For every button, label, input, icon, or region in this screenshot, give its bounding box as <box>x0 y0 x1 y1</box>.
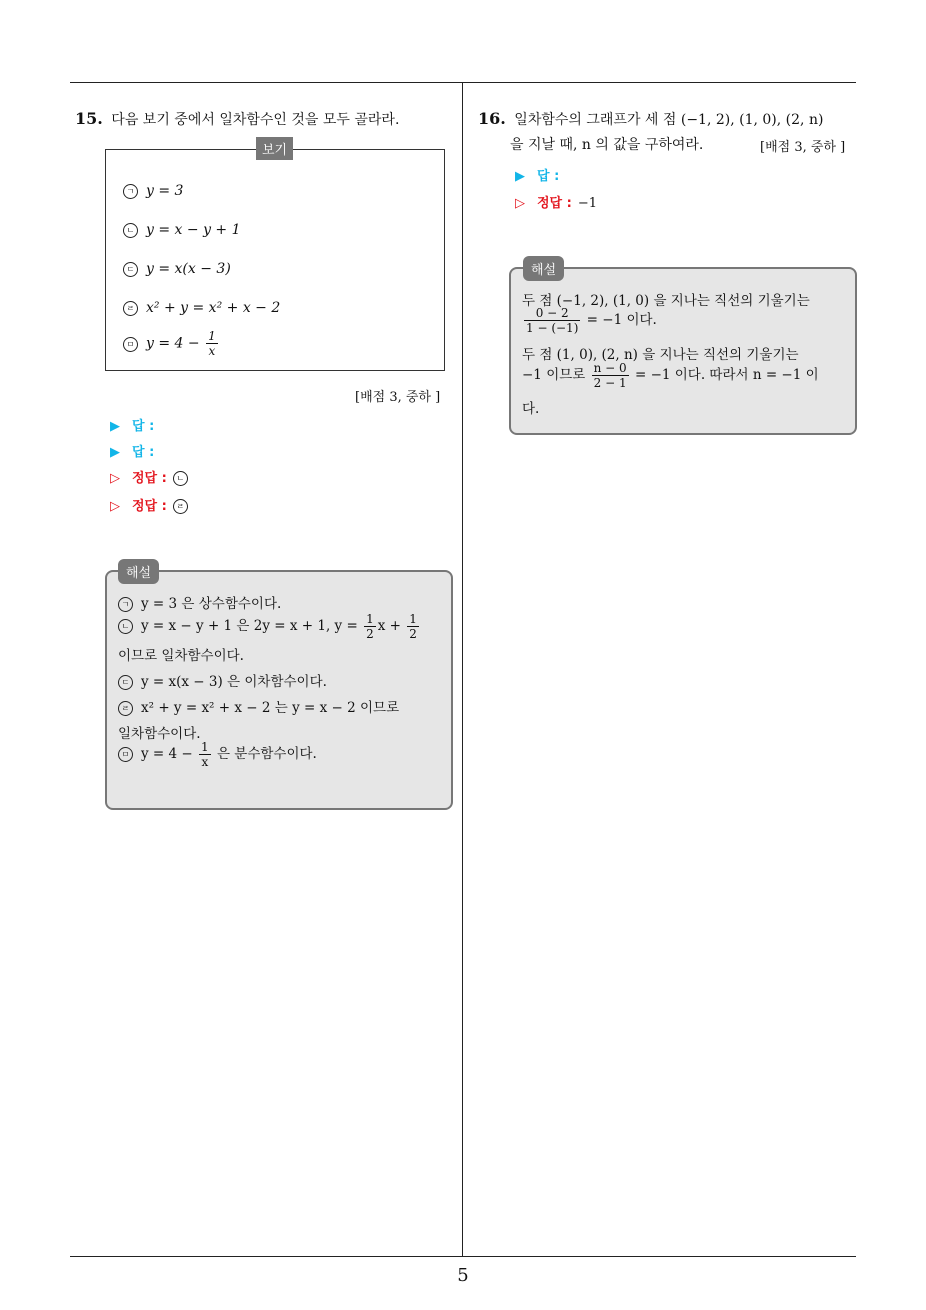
solution-line: 다. <box>522 401 540 417</box>
fraction: $\frac{n - 0}{2 - 1}$ <box>593 361 627 390</box>
solution-line: ㄴ y = x − y + 1 은 2y = x + 1, y = $\frac{1}{2}$ x + $\frac{1}{2}$ <box>118 612 421 641</box>
solution-line: ㄱ y = 3 은 상수함수이다. <box>118 592 281 612</box>
solution-title: 해설 <box>523 256 564 281</box>
solution-line: 두 점 (−1, 2), (1, 0) 을 지나는 직선의 기울기는 <box>522 293 810 309</box>
question-text: 일차함수의 그래프가 세 점 (−1, 2), (1, 0), (2, n) <box>514 112 824 128</box>
score-label: [배점 3, 중하 ] <box>355 390 441 405</box>
answer-row: ▶ 답 : <box>515 169 560 184</box>
circle-mark: ㄹ <box>173 499 188 514</box>
answer-row: ▶ 답 : <box>110 445 155 460</box>
play-icon: ▶ <box>110 419 120 434</box>
solution-line: $\frac{0 - 2}{1 - (-1)}$ = −1 이다. <box>526 306 657 335</box>
play-icon: ▶ <box>515 169 525 184</box>
bogi-item: ㄱ y = 3 <box>123 183 183 199</box>
question-15 <box>75 106 399 133</box>
solution-line: 일차함수이다. <box>118 726 201 742</box>
fraction: $\frac{1}{x}$ <box>208 329 216 358</box>
circle-mark: ㄷ <box>123 262 138 277</box>
top-rule <box>70 82 856 83</box>
circle-mark: ㄱ <box>118 597 133 612</box>
fraction: $\frac{0 - 2}{1 - (-1)}$ <box>526 306 579 335</box>
column-divider <box>462 82 463 1256</box>
play-outline-icon: ▷ <box>110 499 120 514</box>
question-text: 다음 보기 중에서 일차함수인 것을 모두 골라라. <box>111 112 400 128</box>
page-number: 5 <box>457 1265 469 1286</box>
fraction: $\frac{1}{x}$ <box>201 740 209 769</box>
score-label: [배점 3, 중하 ] <box>760 140 846 155</box>
question-text-line2: 을 지날 때, n 의 값을 구하여라. <box>510 137 704 153</box>
solution-line: −1 이므로 $\frac{n - 0}{2 - 1}$ = −1 이다. 따라서 n = −1 이 <box>522 361 819 390</box>
solution-line: ㄷ y = x(x − 3) 은 이차함수이다. <box>118 670 327 690</box>
circle-mark: ㄹ <box>123 301 138 316</box>
bottom-rule <box>70 1256 856 1257</box>
solution-line: ㅁ y = 4 − $\frac{1}{x}$ 은 분수함수이다. <box>118 740 317 769</box>
correct-answer-row: ▷ 정답 : ㄴ <box>110 467 196 486</box>
correct-answer-row: ▷ 정답 : −1 <box>515 196 598 211</box>
correct-answer-row: ▷ 정답 : ㄹ <box>110 495 196 514</box>
play-icon: ▶ <box>110 445 120 460</box>
answer-row: ▶ 답 : <box>110 419 155 434</box>
solution-line: ㄹ x² + y = x² + x − 2 는 y = x − 2 이므로 <box>118 696 399 716</box>
question-number: 16. <box>478 109 506 128</box>
circle-mark: ㅁ <box>123 337 138 352</box>
solution-line: 두 점 (1, 0), (2, n) 을 지나는 직선의 기울기는 <box>522 347 799 363</box>
circle-mark: ㄴ <box>118 619 133 634</box>
bogi-item: ㄹ x² + y = x² + x − 2 <box>123 300 280 316</box>
fraction: $\frac{1}{2}$ <box>409 612 417 641</box>
question-number: 15. <box>75 109 103 128</box>
circle-mark: ㄷ <box>118 675 133 690</box>
play-outline-icon: ▷ <box>110 471 120 486</box>
solution-title: 해설 <box>118 559 159 584</box>
circle-mark: ㄱ <box>123 184 138 199</box>
circle-mark: ㄹ <box>118 701 133 716</box>
question-16 <box>478 106 823 133</box>
circle-mark: ㄴ <box>173 471 188 486</box>
circle-mark: ㄴ <box>123 223 138 238</box>
bogi-title: 보기 <box>256 137 293 160</box>
bogi-item: ㄷ y = x(x − 3) <box>123 261 231 277</box>
play-outline-icon: ▷ <box>515 196 525 211</box>
fraction: $\frac{1}{2}$ <box>366 612 374 641</box>
bogi-item: ㄴ y = x − y + 1 <box>123 222 241 238</box>
bogi-item: ㅁ y = 4 − $\frac{1}{x}$ <box>123 329 220 358</box>
solution-line: 이므로 일차함수이다. <box>118 648 244 664</box>
circle-mark: ㅁ <box>118 747 133 762</box>
